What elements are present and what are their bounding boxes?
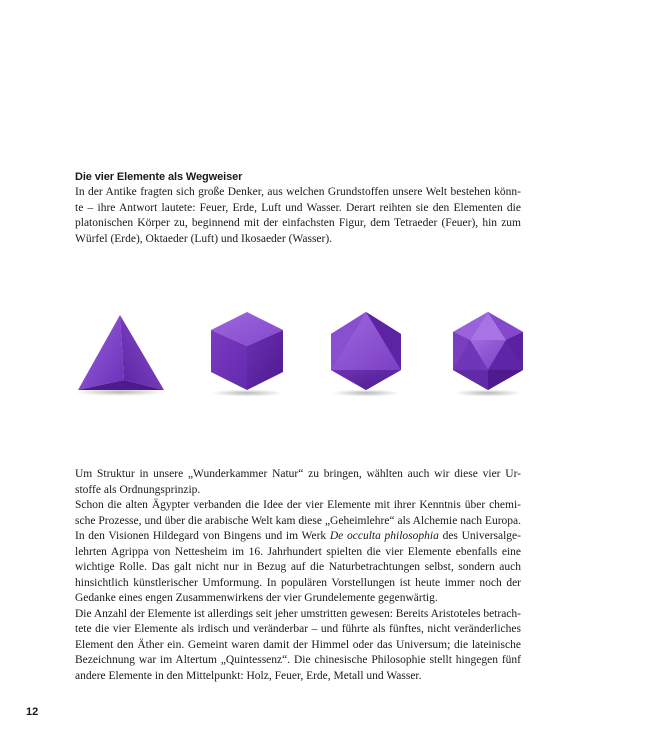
book-title: De occulta philosophia [329, 530, 439, 542]
body-line: tete die vier Elemente als irdisch und veränderbar – und führte als fünftes, nicht veränderliches [75, 623, 521, 635]
octahedron-illustration [316, 300, 416, 400]
body-line: hinsichtlich künstlerischer Umformung. In populären Vorstellungen ist heute immer noch der [75, 576, 521, 589]
body-line: wichtige Rolle. Das galt nicht nur in Bezug auf die Naturbetrachtungen selbst, sondern auch [75, 561, 521, 573]
intro-line: Würfel (Erde), Oktaeder (Luft) und Ikosaeder (Wasser). [75, 232, 333, 245]
body-line: Schon die alten Ägypter verbanden die Idee der vier Elemente mit ihrer Kenntnis über chemi- [75, 499, 521, 511]
intro-line: In der Antike fragten sich große Denker, aus welchen Grundstoffen unsere Welt bestehen könn- [75, 186, 521, 198]
body-line: Die Anzahl der Elemente ist allerdings seit jeher umstritten gewesen: Bereits Aristoteles betrach- [75, 607, 521, 620]
body-line: Um Struktur in unsere „Wunderkammer Natur“ zu bringen, wählten auch wir diese vier Ur- [75, 468, 521, 480]
body-line: sche Prozesse, und über die arabische Welt kam diese „Geheimlehre“ als Alchemie nach Europa. [75, 514, 521, 527]
body-line: lehrten Agrippa von Nettesheim im 16. Jahrhundert spielten die vier Elemente ebenfalls eine [75, 545, 521, 558]
body-line: andere Elemente in den Mittelpunkt: Holz, Feuer, Erde, Metall und Wasser. [75, 669, 422, 682]
section-heading: Die vier Elemente als Wegweiser [75, 171, 243, 183]
page-number: 12 [26, 706, 39, 718]
intro-paragraph [75, 185, 521, 247]
body-line: Element den Äther ein. Gemeint waren damit der Himmel oder das Universum; die lateinische [75, 638, 521, 651]
cube-illustration [197, 300, 297, 400]
body-line: stoffe als Ordnungsprinzip. [75, 483, 201, 496]
intro-line: te – ihre Antwort lautete: Feuer, Erde, Luft und Wasser. Derart reihten sie den Elementen die [75, 201, 521, 214]
body-line: Gedanke eines engen Zusammenwirkens der vier Grundelemente gegenwärtig. [75, 592, 438, 604]
body-line: Bezeichnung war im Altertum „Quintessenz“. Die chinesische Philosophie stellt hingegen fünf [75, 654, 521, 666]
body-line-with-title [75, 529, 521, 545]
icosahedron-illustration [438, 300, 538, 400]
intro-line: platonischen Körper zu, beginnend mit der einfachsten Figur, dem Tetraeder (Feuer), hin zum [75, 217, 521, 229]
body-paragraph [75, 467, 521, 684]
body-line-tail: des Universalge- [438, 530, 521, 542]
tetrahedron-illustration [70, 300, 170, 400]
platonic-solids-figure [60, 300, 540, 410]
body-line-head: In den Visionen Hildegard von Bingens und im Werk [75, 530, 330, 542]
